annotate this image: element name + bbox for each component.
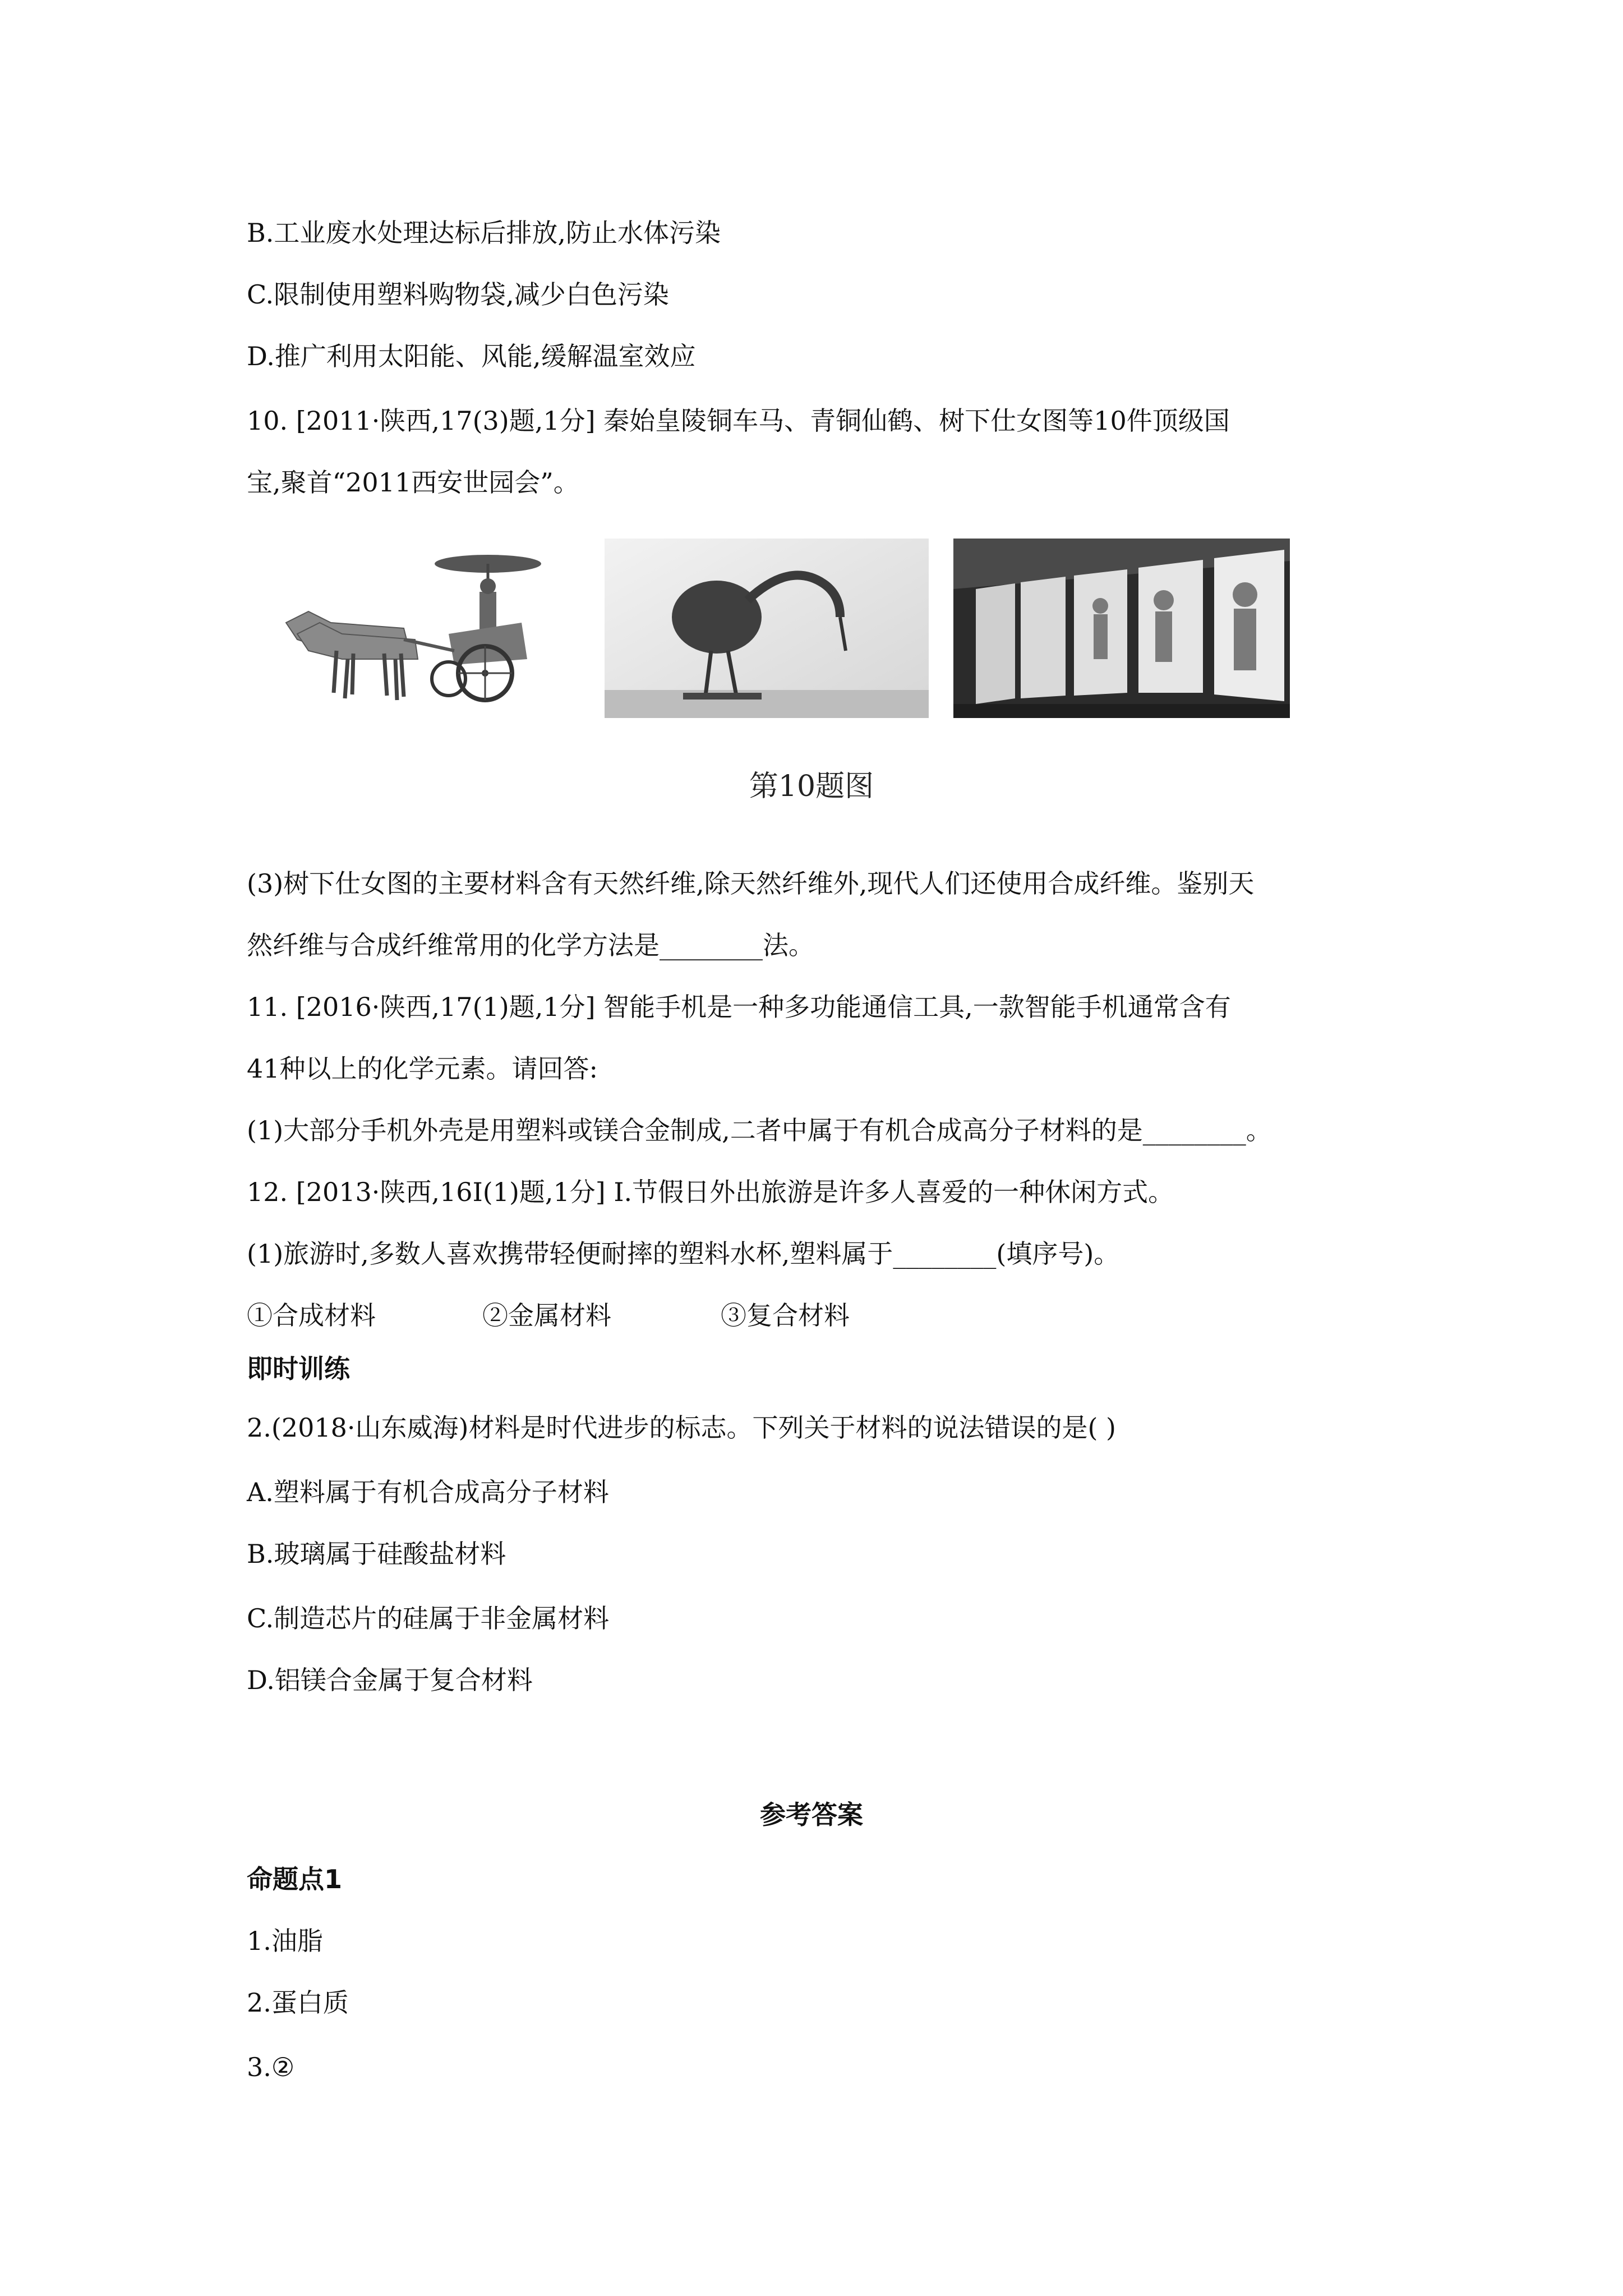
question-11-line-2: 41种以上的化学元素。请回答:: [247, 1053, 598, 1084]
section-proposition-1: 命题点1: [247, 1864, 343, 1894]
question-11-line-1: 11. [2016·陕西,17(1)题,1分] 智能手机是一种多功能通信工具,一款智能手机通常含有: [247, 992, 1231, 1022]
section-instant-practice: 即时训练: [247, 1354, 350, 1384]
practice-option-b: B.玻璃属于硅酸盐材料: [247, 1539, 506, 1569]
option-composite-material: ③复合材料: [721, 1300, 850, 1331]
bronze-crane-illustration: [605, 539, 929, 718]
answer-2: 2.蛋白质: [247, 1987, 349, 2018]
question-10-sub-3-line-2: 然纤维与合成纤维常用的化学方法是________法。: [247, 930, 814, 960]
practice-option-c: C.制造芯片的硅属于非金属材料: [247, 1603, 610, 1634]
bronze-crane-image: [605, 539, 929, 718]
option-b-water: B.工业废水处理达标后排放,防止水体污染: [247, 218, 721, 248]
question-10-line-1: 10. [2011·陕西,17(3)题,1分] 秦始皇陵铜车马、青铜仙鹤、树下仕女图等10件顶级国: [247, 406, 1230, 436]
question-12-options: [247, 1299, 1032, 1332]
practice-option-d: D.铝镁合金属于复合材料: [247, 1665, 533, 1695]
question-11-sub-1: (1)大部分手机外壳是用塑料或镁合金制成,二者中属于有机合成高分子材料的是________。: [247, 1115, 1272, 1145]
option-d-solar: D.推广利用太阳能、风能,缓解温室效应: [247, 341, 696, 371]
question-10-sub-3-line-1: (3)树下仕女图的主要材料含有天然纤维,除天然纤维外,现代人们还使用合成纤维。鉴别天: [247, 868, 1255, 899]
question-10-line-2: 宝,聚首“2011西安世园会”。: [247, 467, 579, 498]
practice-question-2: 2.(2018·山东威海)材料是时代进步的标志。下列关于材料的说法错误的是( ): [247, 1412, 1116, 1443]
answer-3: 3.②: [247, 2052, 295, 2082]
option-synthetic-material: ①合成材料: [247, 1300, 376, 1331]
answers-title: 参考答案: [760, 1800, 863, 1830]
bronze-chariot-illustration: [264, 539, 594, 718]
question-12-line-1: 12. [2013·陕西,16Ⅰ(1)题,1分] Ⅰ.节假日外出旅游是许多人喜爱的一种休闲方式。: [247, 1177, 1174, 1207]
figure-caption: 第10题图: [749, 770, 874, 803]
option-metal-material: ②金属材料: [482, 1300, 611, 1331]
question-12-sub-1: (1)旅游时,多数人喜欢携带轻便耐摔的塑料水杯,塑料属于________(填序号)。: [247, 1239, 1120, 1269]
maid-painting-illustration: [953, 539, 1290, 718]
answer-1: 1.油脂: [247, 1926, 323, 1956]
option-c-plastic: C.限制使用塑料购物袋,减少白色污染: [247, 279, 669, 310]
bronze-chariot-image: [264, 539, 594, 718]
practice-option-a: A.塑料属于有机合成高分子材料: [247, 1477, 609, 1507]
maid-painting-image: [953, 539, 1290, 718]
